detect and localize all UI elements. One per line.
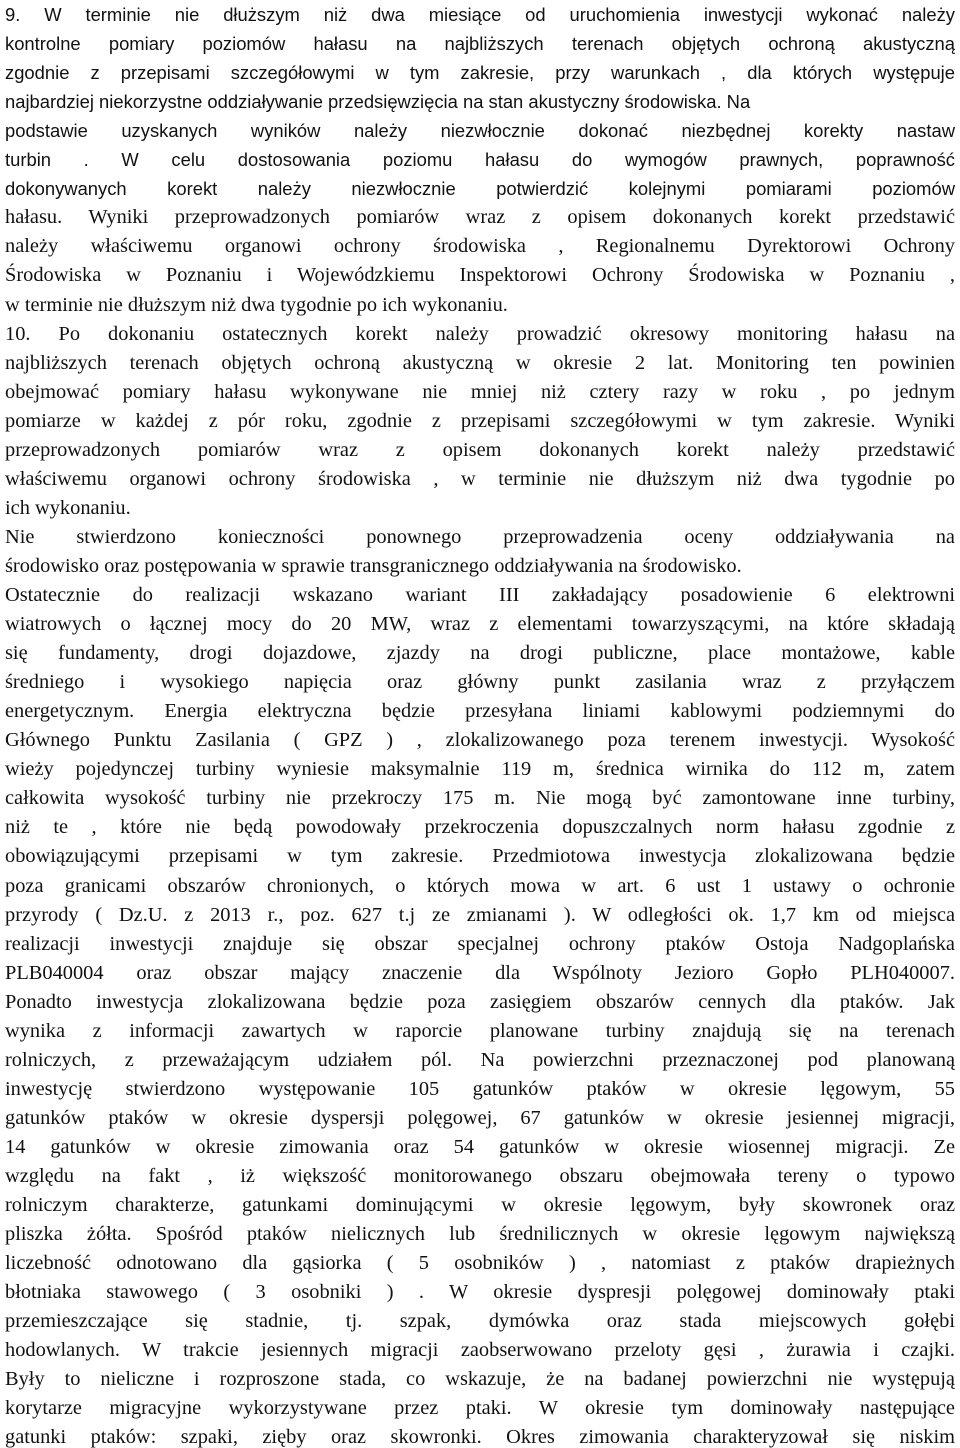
document-page	[5, 0, 955, 1448]
text-line: właściwemu organowi ochrony środowiska , w terminie nie dłuższym niż dwa tygodnie po	[5, 467, 955, 490]
text-line: się fundamenty, drogi dojazdowe, zjazdy na drogi publiczne, place montażowe, kable	[5, 642, 955, 665]
text-line: rolniczych, z przeważającym udziałem pól. Na powierzchni przeznaczonej pod planowaną	[5, 1048, 955, 1071]
text-line: Były to nieliczne i rozproszone stada, co wskazuje, że na badanej powierzchni nie występują	[5, 1368, 955, 1391]
text-line: realizacji inwestycji znajduje się obszar specjalnej ochrony ptaków Ostoja Nadgoplańska	[5, 932, 955, 955]
text-line: przemieszczające się stadnie, tj. szpak, dymówka oraz stada miejscowych gołębi	[5, 1310, 955, 1333]
text-line: PLB040004 oraz obszar mający znaczenie dla Wspólnoty Jezioro Gopło PLH040007.	[5, 961, 955, 984]
text-line: wynika z informacji zawartych w raporcie planowane turbiny znajdują się na terenach	[5, 1019, 955, 1042]
text-line: pliszka żółta. Spośród ptaków nielicznych lub średnilicznych w okresie lęgowym największą	[5, 1223, 955, 1246]
text-line: hodowlanych. W trakcie jesiennych migracji zaobserwowano przeloty gęsi , żurawia i czajki.	[5, 1339, 955, 1362]
text-line: Ostatecznie do realizacji wskazano wariant III zakładający posadowienie 6 elektrowni	[5, 584, 955, 606]
text-line: dokonywanych korekt należy niezwłocznie potwierdzić kolejnymi pomiarami poziomów	[5, 178, 955, 200]
text-line: przeprowadzonych pomiarów wraz z opisem dokonanych korekt należy przedstawić	[5, 438, 955, 461]
text-line: należy właściwemu organowi ochrony środowiska , Regionalnemu Dyrektorowi Ochrony	[5, 235, 955, 258]
text-line: Głównego Punktu Zasilania ( GPZ ) , zlokalizowanego poza terenem inwestycji. Wysokość	[5, 729, 955, 752]
text-line: całkowita wysokość turbiny nie przekroczy 175 m. Nie mogą być zamontowane inne turbiny,	[5, 787, 955, 810]
text-line: średniego i wysokiego napięcia oraz główny punkt zasilania wraz z przyłączem	[5, 671, 955, 694]
text-line: środowisko oraz postępowania w sprawie transgranicznego oddziaływania na środowisko.	[5, 554, 742, 577]
text-line: zgodnie z przepisami szczegółowymi w tym zakresie, przy warunkach , dla których występuje	[5, 62, 955, 84]
text-line: błotniaka stawowego ( 3 osobniki ) . W okresie dyspresji polęgowej dominowały ptaki	[5, 1281, 955, 1304]
text-line: rolniczym charakterze, gatunkami dominującymi w okresie lęgowym, były skowronek oraz	[5, 1194, 955, 1217]
text-line: 10. Po dokonaniu ostatecznych korekt należy prowadzić okresowy monitoring hałasu na	[5, 322, 955, 345]
text-line: najbardziej niekorzystne oddziaływanie przedsięwzięcia na stan akustyczny środowiska. Na	[5, 91, 751, 113]
text-line: pomiarze w każdej z pór roku, zgodnie z przepisami szczegółowymi w tym zakresie. Wyniki	[5, 409, 955, 432]
text-line: ich wykonaniu.	[5, 496, 131, 519]
text-line: 9. W terminie nie dłuższym niż dwa miesiące od uruchomienia inwestycji wykonać należy	[5, 4, 955, 25]
text-line: przyrody ( Dz.U. z 2013 r., poz. 627 t.j ze zmianami ). W odległości ok. 1,7 km od miejsca	[5, 903, 955, 926]
text-line: energetycznym. Energia elektryczna będzie przesyłana liniami kablowymi podziemnymi do	[5, 700, 955, 723]
text-line: inwestycję stwierdzono występowanie 105 gatunków ptaków w okresie lęgowym, 55	[5, 1077, 955, 1100]
text-line: 14 gatunków w okresie zimowania oraz 54 gatunków w okresie wiosennej migracji. Ze	[5, 1135, 955, 1158]
text-line: względu na fakt , iż większość monitorowanego obszaru obejmowała tereny o typowo	[5, 1165, 955, 1187]
text-line: w terminie nie dłuższym niż dwa tygodnie po ich wykonaniu.	[5, 293, 508, 316]
text-line: gatunki ptaków: szpaki, zięby oraz skowronki. Okres zimowania charakteryzował się niskim	[5, 1426, 955, 1448]
text-line: liczebność odnotowano dla gąsiorka ( 5 osobników ) , natomiast z ptaków drapieżnych	[5, 1252, 955, 1275]
text-line: Środowiska w Poznaniu i Wojewódzkiemu Inspektorowi Ochrony Środowiska w Poznaniu ,	[5, 264, 955, 287]
text-line: poza granicami obszarów chronionych, o których mowa w art. 6 ust 1 ustawy o ochronie	[5, 874, 955, 897]
text-line: kontrolne pomiary poziomów hałasu na najbliższych terenach objętych ochroną akustyczną	[5, 33, 955, 55]
text-line: niż te , które nie będą powodowały przekroczenia dopuszczalnych norm hałasu zgodnie z	[5, 816, 955, 839]
text-line: Ponadto inwestycja zlokalizowana będzie poza zasięgiem obszarów cennych dla ptaków. Jak	[5, 990, 955, 1013]
text-line: Nie stwierdzono konieczności ponownego przeprowadzenia oceny oddziaływania na	[5, 525, 955, 548]
text-line: podstawie uzyskanych wyników należy niezwłocznie dokonać niezbędnej korekty nastaw	[5, 120, 955, 142]
text-line: korytarze migracyjne wykorzystywane przez ptaki. W okresie tym dominowały następujące	[5, 1397, 955, 1420]
text-line: hałasu. Wyniki przeprowadzonych pomiarów wraz z opisem dokonanych korekt przedstawić	[5, 206, 955, 229]
text-line: obowiązującymi przepisami w tym zakresie. Przedmiotowa inwestycja zlokalizowana będzie	[5, 845, 955, 868]
text-line: wieży pojedynczej turbiny wyniesie maksymalnie 119 m, średnica wirnika do 112 m, zatem	[5, 758, 955, 781]
text-line: gatunków ptaków w okresie dyspersji polęgowej, 67 gatunków w okresie jesiennej migracji,	[5, 1106, 955, 1129]
text-line: wiatrowych o łącznej mocy do 20 MW, wraz z elementami towarzyszącymi, na które składają	[5, 613, 955, 636]
text-line: najbliższych terenach objętych ochroną akustyczną w okresie 2 lat. Monitoring ten powinien	[5, 351, 955, 374]
text-line: turbin . W celu dostosowania poziomu hałasu do wymogów prawnych, poprawność	[5, 149, 955, 171]
text-line: obejmować pomiary hałasu wykonywane nie mniej niż cztery razy w roku , po jednym	[5, 380, 955, 403]
